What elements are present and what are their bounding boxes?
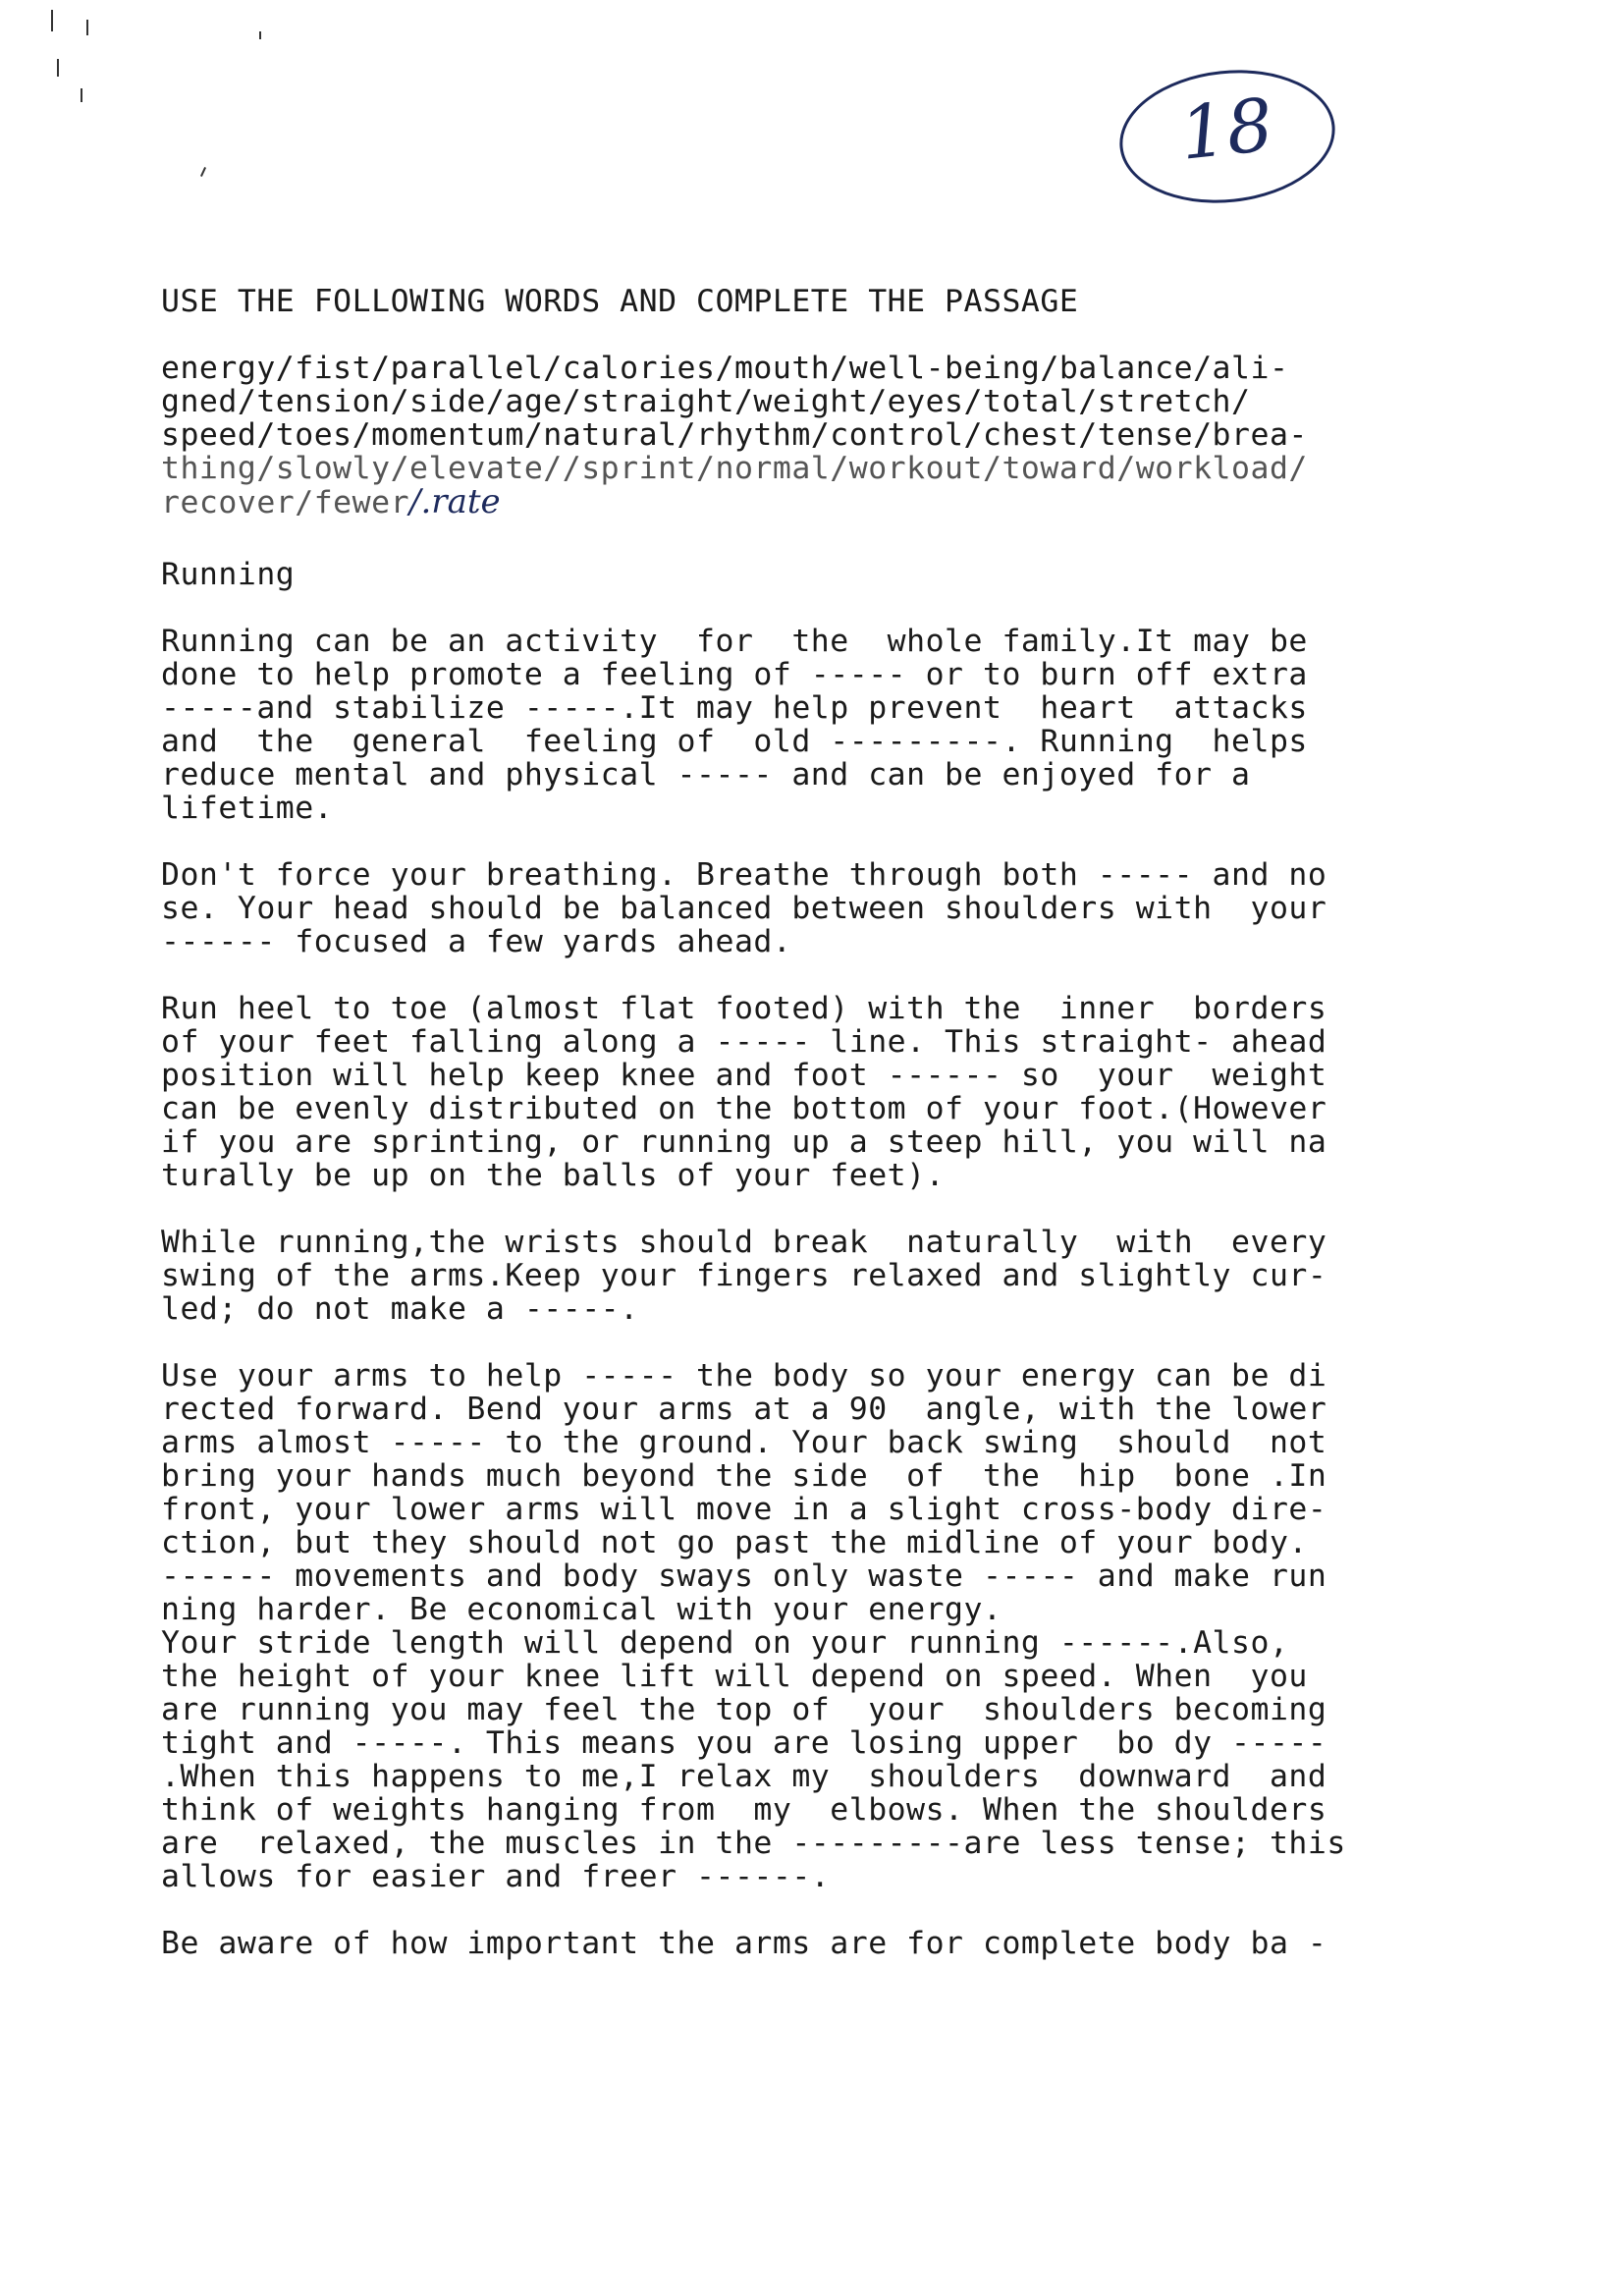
handwritten-addition: /.rate xyxy=(409,482,501,521)
passage-line: turally be up on the balls of your feet). xyxy=(161,1158,946,1193)
passage-line: reduce mental and physical ----- and can be enjoyed for a xyxy=(161,757,1251,793)
passage-line: bring your hands much beyond the side of the hip bone .In xyxy=(161,1458,1327,1494)
passage-line: lifetime. xyxy=(161,791,334,826)
passage-line: if you are sprinting, or running up a steep hill, you will na xyxy=(161,1124,1327,1160)
passage-line: are relaxed, the muscles in the ---------are less tense; this xyxy=(161,1826,1346,1861)
passage-line: Use your arms to help ----- the body so your energy can be di xyxy=(161,1358,1327,1394)
passage-line: Your stride length will depend on your running ------.Also, xyxy=(161,1625,1289,1661)
passage-line: While running,the wrists should break naturally with every xyxy=(161,1225,1327,1260)
scan-mark xyxy=(81,88,82,102)
page-number: 18 xyxy=(1175,82,1277,177)
passage-line: Be aware of how important the arms are for complete body ba - xyxy=(161,1926,1327,1961)
word-list-line: gned/tension/side/age/straight/weight/eyes/total/stretch/ xyxy=(161,384,1251,419)
passage-line: are running you may feel the top of your shoulders becoming xyxy=(161,1692,1327,1727)
word-list-last: recover/fewer xyxy=(161,485,410,520)
scan-mark xyxy=(51,10,53,31)
passage-line: led; do not make a -----. xyxy=(161,1291,639,1327)
passage-line: position will help keep knee and foot ------ so your weight xyxy=(161,1058,1327,1093)
section-title: Running xyxy=(161,557,296,592)
passage-line: tight and -----. This means you are losing upper bo dy ----- xyxy=(161,1725,1327,1761)
passage-line: arms almost ----- to the ground. Your back swing should not xyxy=(161,1425,1327,1460)
passage-line: ------ focused a few yards ahead. xyxy=(161,924,792,959)
word-list-line: thing/slowly/elevate//sprint/normal/workout/toward/workload/ xyxy=(161,451,1308,486)
passage-line: of your feet falling along a ----- line. This straight- ahead xyxy=(161,1024,1327,1060)
passage-line: ction, but they should not go past the midline of your body. xyxy=(161,1525,1308,1560)
page-number-circle xyxy=(1113,60,1342,213)
heading: USE THE FOLLOWING WORDS AND COMPLETE THE PASSAGE xyxy=(161,284,1079,319)
passage-line: and the general feeling of old ---------. Running helps xyxy=(161,724,1308,759)
passage-line: Don't force your breathing. Breathe through both ----- and no xyxy=(161,857,1327,893)
passage-line: can be evenly distributed on the bottom of your foot.(However xyxy=(161,1091,1327,1126)
passage-line: think of weights hanging from my elbows. When the shoulders xyxy=(161,1792,1327,1828)
passage-line: Running can be an activity for the whole family.It may be xyxy=(161,624,1308,659)
passage-line: the height of your knee lift will depend on speed. When you xyxy=(161,1659,1308,1694)
scan-mark xyxy=(86,20,88,35)
passage-line: Run heel to toe (almost flat footed) with the inner borders xyxy=(161,991,1327,1026)
passage-line: done to help promote a feeling of ----- or to burn off extra xyxy=(161,657,1308,692)
passage-line: .When this happens to me,I relax my shoulders downward and xyxy=(161,1759,1327,1794)
scan-mark xyxy=(57,59,59,77)
passage-line: front, your lower arms will move in a slight cross-body dire- xyxy=(161,1492,1327,1527)
passage-line: ning harder. Be economical with your energy. xyxy=(161,1592,1002,1627)
word-list-line: speed/toes/momentum/natural/rhythm/control/chest/tense/brea- xyxy=(161,417,1308,453)
scan-mark xyxy=(200,167,206,177)
passage-line: se. Your head should be balanced between shoulders with your xyxy=(161,891,1327,926)
passage-line: allows for easier and freer ------. xyxy=(161,1859,831,1894)
passage-line: rected forward. Bend your arms at a 90 angle, with the lower xyxy=(161,1392,1327,1427)
word-list-line: energy/fist/parallel/calories/mouth/well-being/balance/ali- xyxy=(161,351,1289,386)
scan-mark xyxy=(259,31,261,39)
passage-line: -----and stabilize -----.It may help prevent heart attacks xyxy=(161,690,1308,726)
word-list-line xyxy=(161,482,501,521)
passage-line: swing of the arms.Keep your fingers relaxed and slightly cur- xyxy=(161,1258,1327,1293)
passage-line: ------ movements and body sways only waste ----- and make run xyxy=(161,1558,1327,1594)
